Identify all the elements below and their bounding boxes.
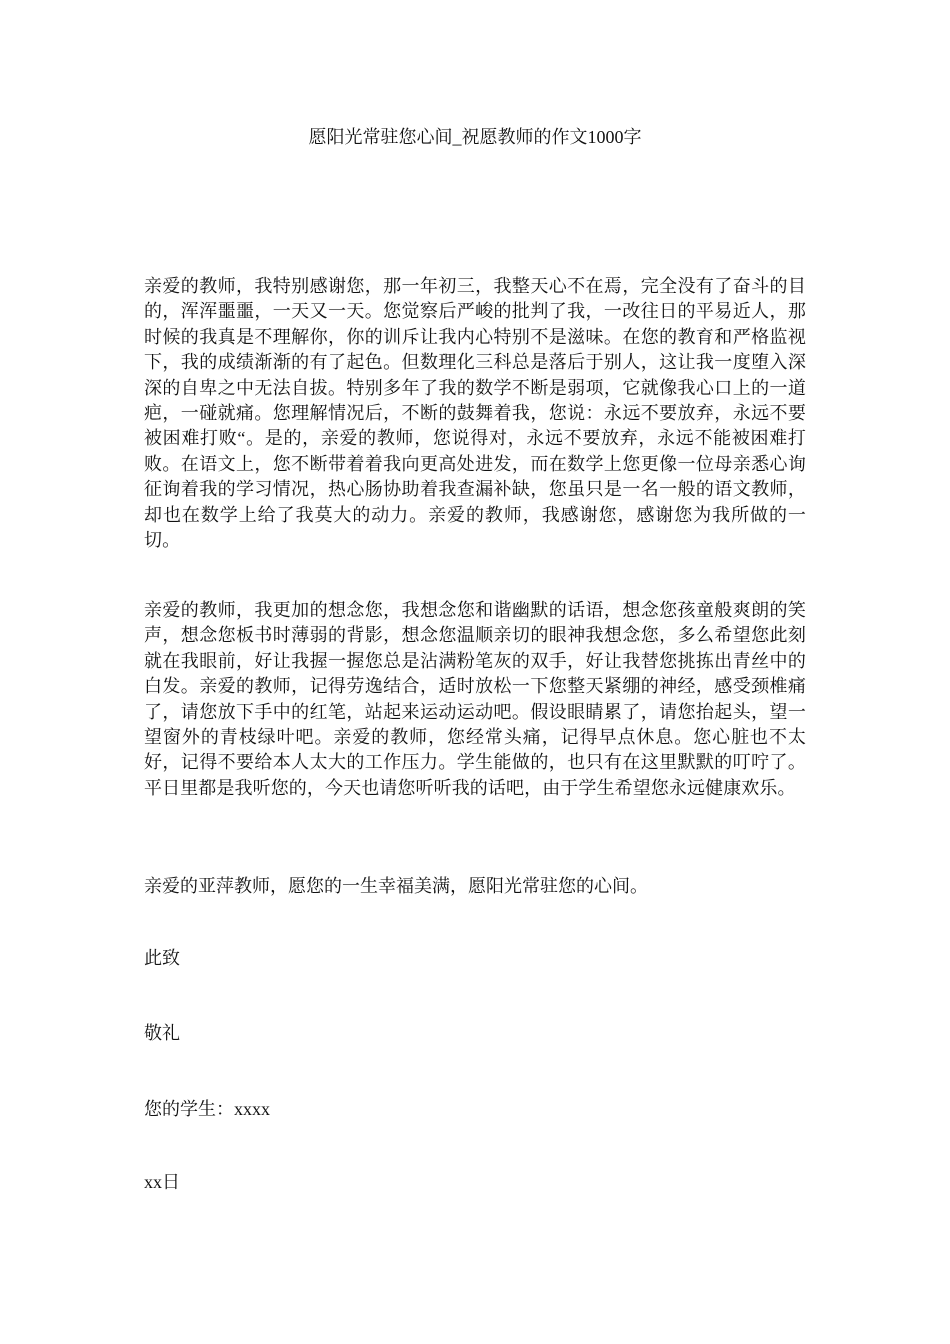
body-paragraph-1: 亲爱的教师，我特别感谢您，那一年初三，我整天心不在焉，完全没有了奋斗的目的，浑浑噩噩，一天又一天。您觉察后严峻的批判了我，一改往日的平易近人，那时候的我真是不理解你，你的训斥让我内心特别不是滋味。在您的教育和严格监视下，我的成绩渐渐的有了起色。但数理化三科总是落后于别人，这让我一度堕入深深的自卑之中无法自拔。特别多年了我的数学不断是弱项，它就像我心口上的一道疤，一碰就痛。您理解情况后，不断的鼓舞着我，您说：永远不要放弃，永远不要被困难打败“。是的，亲爱的教师，您说得对，永远不要放弃，永远不能被困难打败。在语文上，您不断带着着我向更高处进发，而在数学上您更像一位母亲悉心询征询着我的学习情况，热心肠协助着我查漏补缺，您虽只是一名一般的语文教师，却也在数学上给了我莫大的动力。亲爱的教师，我感谢您，感谢您为我所做的一切。 — [144, 276, 806, 551]
closing-salutation: 此致 — [144, 948, 180, 968]
signature: 您的学生：xxxx — [144, 1099, 270, 1119]
body-paragraph-3: 亲爱的亚萍教师，愿您的一生幸福美满，愿阳光常驻您的心间。 — [144, 876, 648, 896]
document-title: 愿阳光常驻您心间_祝愿教师的作文1000字 — [308, 127, 642, 147]
closing-regards: 敬礼 — [144, 1023, 180, 1043]
date: xx日 — [144, 1172, 180, 1192]
body-paragraph-2: 亲爱的教师，我更加的想念您，我想念您和谐幽默的话语，想念您孩童般爽朗的笑声，想念您板书时薄弱的背影，想念您温顺亲切的眼神我想念您，多么希望您此刻就在我眼前，好让我握一握您总是沾满粉笔灰的双手，好让我替您挑拣出青丝中的白发。亲爱的教师，记得劳逸结合，适时放松一下您整天紧绷的神经，感受颈椎痛了，请您放下手中的红笔，站起来运动运动吧。假设眼睛累了，请您抬起头，望一望窗外的青枝绿叶吧。亲爱的教师，您经常头痛，记得早点休息。您心脏也不太好，记得不要给本人太大的工作压力。学生能做的，也只有在这里默默的叮咛了。平日里都是我听您的，今天也请您听听我的话吧，由于学生希望您永远健康欢乐。 — [144, 600, 806, 798]
